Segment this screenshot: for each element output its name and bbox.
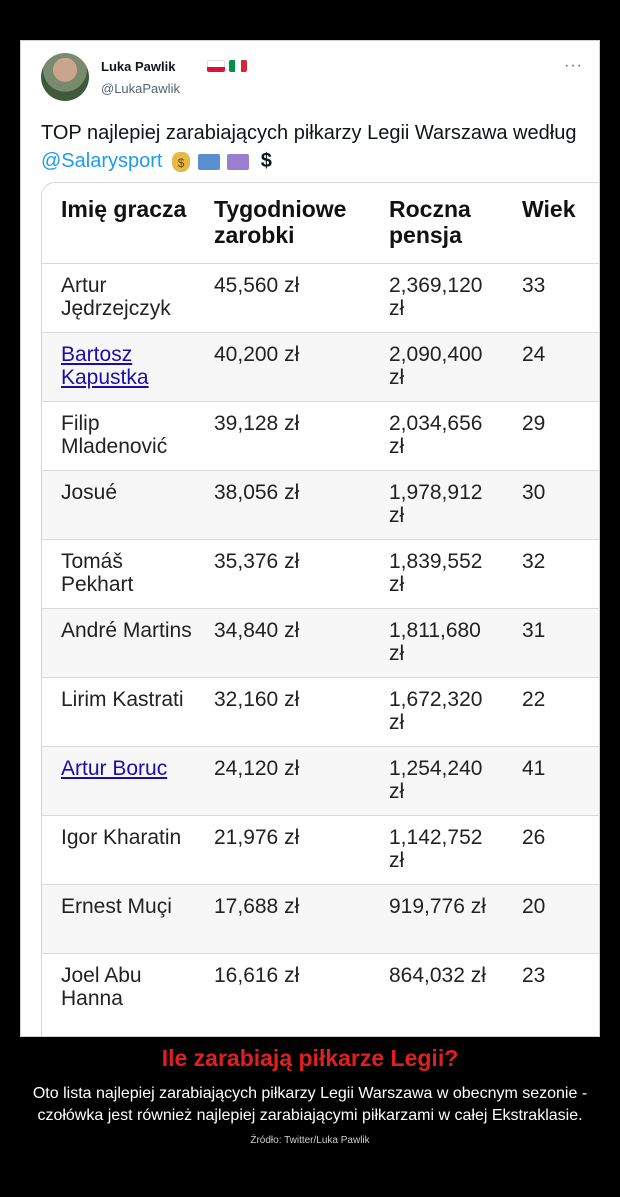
tweet-text xyxy=(41,119,581,175)
tweet-header xyxy=(41,53,583,103)
yearly-salary: 1,142,752 zł xyxy=(389,826,483,872)
mention-link[interactable]: @Salarysport xyxy=(41,150,163,172)
yearly-salary: 1,978,912 zł xyxy=(389,481,483,527)
more-options-icon[interactable]: ··· xyxy=(564,57,583,74)
header-name: Imię gracza xyxy=(61,196,187,222)
player-name: Lirim Kastrati xyxy=(61,688,184,711)
player-age: 20 xyxy=(522,895,546,918)
caption-source: Źródło: Twitter/Luka Pawlik xyxy=(250,1135,370,1146)
avatar[interactable] xyxy=(41,53,89,101)
player-age: 33 xyxy=(522,274,546,297)
weekly-salary: 16,616 zł xyxy=(214,964,300,987)
table-row xyxy=(42,677,600,746)
euro-bill-icon xyxy=(227,154,249,170)
yearly-salary: 1,839,552 zł xyxy=(389,550,483,596)
money-bag-icon: $ xyxy=(172,152,190,172)
table-row xyxy=(42,332,600,401)
italy-flag-icon xyxy=(229,60,247,72)
player-name[interactable]: Artur Boruc xyxy=(61,757,168,780)
poland-flag-icon xyxy=(207,60,225,72)
table-row xyxy=(42,401,600,470)
player-age: 26 xyxy=(522,826,546,849)
player-age: 41 xyxy=(522,757,546,780)
yearly-salary: 864,032 zł xyxy=(389,964,486,987)
weekly-salary: 39,128 zł xyxy=(214,412,300,435)
table-row xyxy=(42,263,600,332)
player-name: Tomáš Pekhart xyxy=(61,550,134,596)
player-age: 29 xyxy=(522,412,546,435)
player-name: Joel Abu Hanna xyxy=(61,964,142,1010)
yearly-salary: 1,254,240 zł xyxy=(389,757,483,803)
yearly-salary: 1,811,680 zł xyxy=(389,619,481,665)
weekly-salary: 17,688 zł xyxy=(214,895,300,918)
caption-title: Ile zarabiają piłkarze Legii? xyxy=(161,1045,459,1071)
player-name: André Martins xyxy=(61,619,192,642)
weekly-salary: 40,200 zł xyxy=(214,343,300,366)
player-age: 24 xyxy=(522,343,546,366)
dollar-bill-icon xyxy=(198,154,220,170)
player-age: 32 xyxy=(522,550,546,573)
caption-description: Oto lista najlepiej zarabiających piłkarzy Legii Warszawa w obecnym sezonie - czołówka jest również najlepiej zarabiającymi piłkarzami w całej Ekstraklasie. xyxy=(32,1085,588,1124)
tweet-text-prefix: TOP najlepiej zarabiających piłkarzy Legii Warszawa według xyxy=(41,122,577,144)
yearly-salary: 1,672,320 zł xyxy=(389,688,483,734)
player-age: 31 xyxy=(522,619,546,642)
table-row xyxy=(42,539,600,608)
player-age: 23 xyxy=(522,964,546,987)
table-row xyxy=(42,470,600,539)
player-name: Artur Jędrzejczyk xyxy=(61,274,171,320)
player-name: Josué xyxy=(61,481,118,504)
player-age: 22 xyxy=(522,688,546,711)
table-row xyxy=(42,608,600,677)
yearly-salary: 919,776 zł xyxy=(389,895,486,918)
yearly-salary: 2,369,120 zł xyxy=(389,274,483,320)
player-name: Ernest Muçi xyxy=(61,895,172,918)
table-header xyxy=(42,183,600,263)
table-row xyxy=(42,953,600,1022)
player-name: Igor Kharatin xyxy=(61,826,182,849)
weekly-salary: 32,160 zł xyxy=(214,688,300,711)
weekly-salary: 35,376 zł xyxy=(214,550,300,573)
author-name[interactable]: Luka Pawlik xyxy=(101,59,176,74)
table-row xyxy=(42,884,600,953)
weekly-salary: 38,056 zł xyxy=(214,481,300,504)
flags xyxy=(207,60,247,72)
yearly-salary: 2,090,400 zł xyxy=(389,343,483,389)
weekly-salary: 21,976 zł xyxy=(214,826,300,849)
screenshot-frame xyxy=(20,40,600,1037)
player-age: 30 xyxy=(522,481,546,504)
weekly-salary: 34,840 zł xyxy=(214,619,300,642)
player-name[interactable]: Bartosz Kapustka xyxy=(61,343,149,389)
table-row xyxy=(42,746,600,815)
weekly-salary: 24,120 zł xyxy=(214,757,300,780)
header-weekly: Tygodniowe zarobki xyxy=(214,196,347,248)
weekly-salary: 45,560 zł xyxy=(214,274,300,297)
caption xyxy=(0,1043,620,1146)
dollar-sign: $ xyxy=(260,150,272,172)
player-name: Filip Mladenović xyxy=(61,412,168,458)
author-handle[interactable]: @LukaPawlik xyxy=(101,81,180,96)
header-age: Wiek xyxy=(522,196,576,222)
yearly-salary: 2,034,656 zł xyxy=(389,412,483,458)
salary-table xyxy=(41,182,600,1037)
table-row xyxy=(42,815,600,884)
header-yearly: Roczna pensja xyxy=(389,196,471,248)
